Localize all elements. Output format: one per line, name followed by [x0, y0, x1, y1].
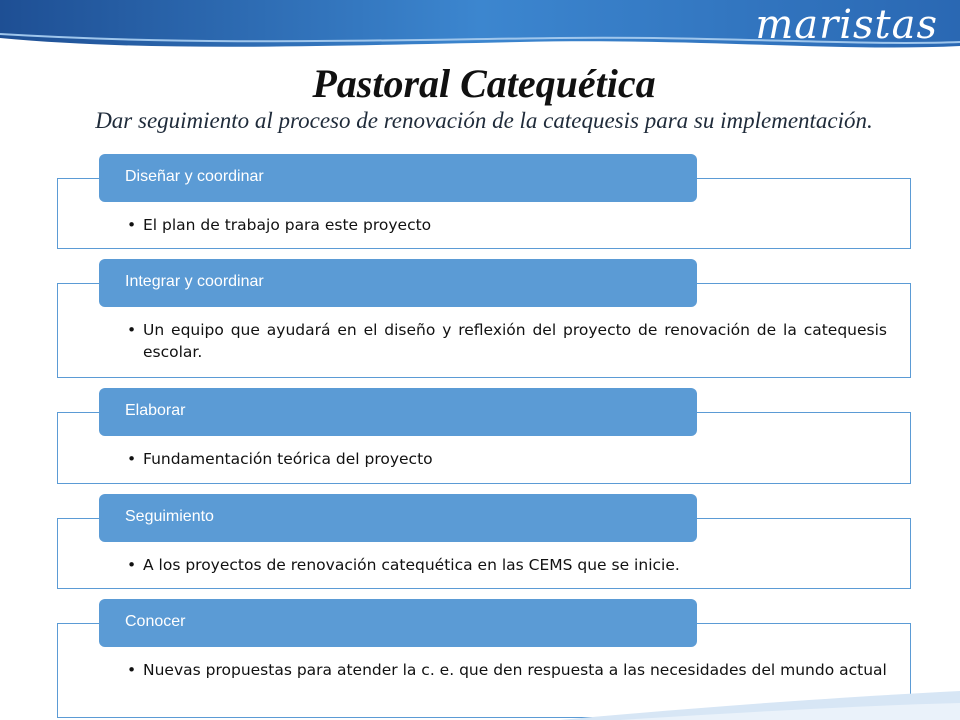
- list-item: [57, 259, 911, 378]
- list-item: [57, 154, 911, 249]
- list-item: [57, 388, 911, 484]
- bullet-icon: •: [127, 450, 137, 468]
- list-item: [57, 494, 911, 589]
- page-title: Pastoral Catequética: [312, 61, 656, 106]
- page-subtitle: Dar seguimiento al proceso de renovación de la catequesis para su implementación.: [95, 108, 873, 133]
- item-bullet: [127, 659, 887, 681]
- item-heading: Elaborar: [99, 388, 697, 436]
- bullet-icon: •: [127, 216, 137, 234]
- item-heading: Seguimiento: [99, 494, 697, 542]
- item-text: Fundamentación teórica del proyecto: [143, 450, 433, 468]
- bullet-icon: •: [127, 556, 137, 574]
- item-heading: Diseñar y coordinar: [99, 154, 697, 202]
- item-text: A los proyectos de renovación catequética en las CEMS que se inicie.: [143, 556, 680, 574]
- item-text: El plan de trabajo para este proyecto: [143, 216, 432, 234]
- item-heading: Integrar y coordinar: [99, 259, 697, 307]
- item-bullet: [127, 214, 887, 236]
- bullet-icon: •: [127, 321, 137, 339]
- item-bullet: [127, 319, 887, 363]
- item-heading: Conocer: [99, 599, 697, 647]
- brand-logo: maristas: [755, 2, 938, 48]
- item-text: Nuevas propuestas para atender la c. e. que den respuesta a las necesidades del mundo actual: [143, 661, 887, 679]
- footer-wave: [0, 685, 960, 720]
- item-text: Un equipo que ayudará en el diseño y reflexión del proyecto de renovación de la catequesis escolar.: [143, 321, 887, 361]
- bullet-icon: •: [127, 661, 137, 679]
- item-bullet: [127, 554, 887, 576]
- item-bullet: [127, 448, 887, 470]
